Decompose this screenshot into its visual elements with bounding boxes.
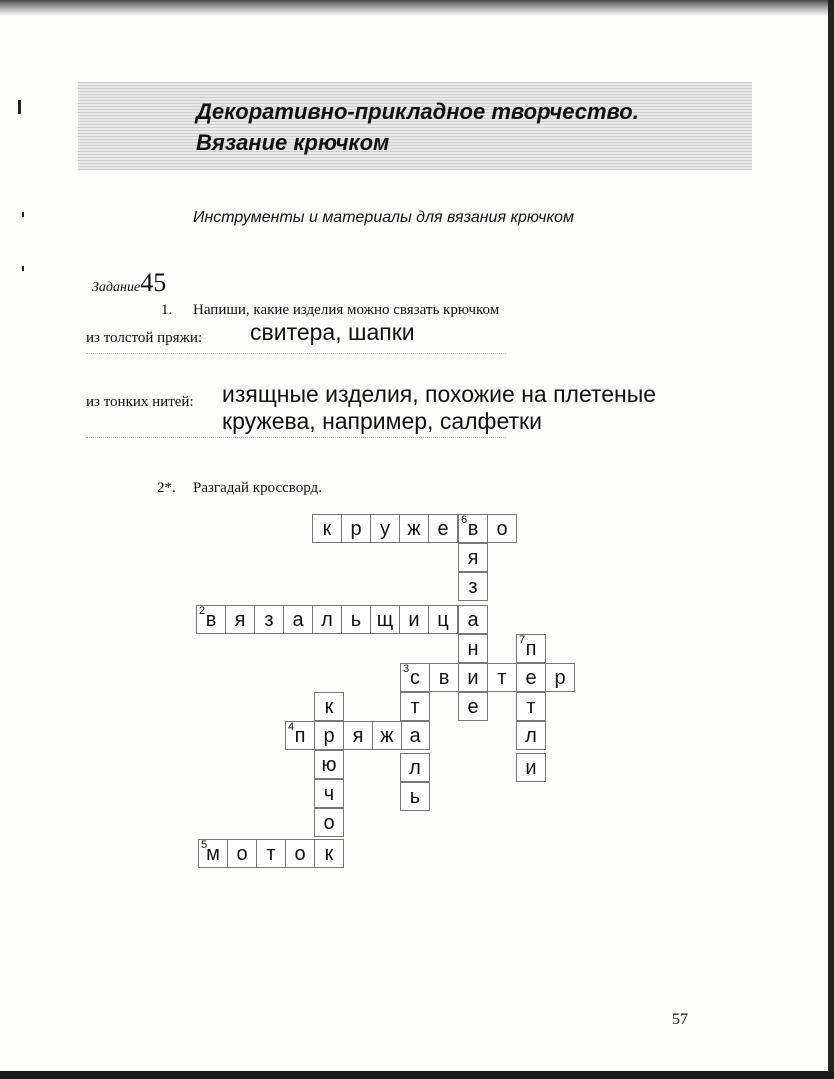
- crossword-cell: в: [429, 663, 459, 692]
- crossword-cell: р: [545, 663, 575, 692]
- crossword-cell: т: [487, 663, 517, 692]
- crossword-cell: 7 п: [516, 634, 546, 663]
- crossword-cell: 3 с: [400, 663, 430, 692]
- crossword-cell: я: [343, 721, 373, 750]
- clue-number: 4: [288, 721, 295, 733]
- crossword-cell: ж: [399, 514, 429, 543]
- page-number: 57: [672, 1011, 688, 1028]
- crossword-cell: о: [487, 514, 517, 543]
- crossword-cell: ь: [341, 605, 371, 634]
- crossword-cell: и: [516, 753, 546, 782]
- crossword-cell: о: [227, 839, 257, 868]
- task-number: 45: [140, 268, 167, 297]
- crossword-cell: 4 п: [285, 721, 315, 750]
- crossword-cell: 2 в: [196, 605, 226, 634]
- section-subtitle: Инструменты и материалы для вязания крючком: [193, 209, 574, 226]
- crossword-cell: н: [458, 634, 488, 663]
- crossword-cell: к: [314, 692, 344, 721]
- crossword-cell: и: [458, 663, 488, 692]
- crossword-cell: а: [458, 605, 488, 634]
- crossword-cell: а: [283, 605, 313, 634]
- thin-thread-answer-line-2: кружева, например, салфетки: [222, 408, 542, 434]
- question-2-text: Разгадай кроссворд.: [193, 480, 322, 496]
- crossword-cell: ч: [314, 779, 344, 808]
- crossword-cell: ц: [428, 605, 458, 634]
- crossword-cell: я: [225, 605, 255, 634]
- crossword-cell: л: [400, 753, 430, 782]
- thin-thread-label: из тонких нитей:: [86, 394, 194, 410]
- crossword-cell: у: [370, 514, 400, 543]
- crossword-cell: р: [341, 514, 371, 543]
- clue-number: 5: [201, 839, 208, 851]
- thick-yarn-label: из толстой пряжи:: [86, 330, 203, 346]
- crossword-cell: з: [254, 605, 284, 634]
- question-2-number: 2*.: [157, 480, 176, 496]
- crossword-cell: о: [314, 808, 344, 837]
- crossword-cell: л: [516, 721, 546, 750]
- clue-number: 3: [403, 663, 410, 675]
- crossword-cell: е: [458, 692, 488, 721]
- crossword-cell: щ: [370, 605, 400, 634]
- crossword-cell: л: [312, 605, 342, 634]
- crossword-cell: е: [428, 514, 458, 543]
- question-1-number: 1.: [161, 302, 173, 318]
- crossword-cell: р: [314, 721, 344, 750]
- title-line-2: Вязание крючком: [196, 130, 390, 155]
- crossword-cell: е: [516, 663, 546, 692]
- question-1-text: Напиши, какие изделия можно связать крючком: [193, 302, 500, 318]
- clue-number: 7: [519, 634, 526, 646]
- crossword-cell: к: [314, 839, 344, 868]
- crossword-cell: 6 в: [458, 514, 488, 543]
- crossword-cell: к: [312, 514, 342, 543]
- thick-yarn-answer: свитера, шапки: [250, 319, 415, 345]
- crossword-cell: 5 м: [198, 839, 228, 868]
- crossword-cell: т: [400, 692, 430, 721]
- thin-thread-answer-line-1: изящные изделия, похожие на плетеные: [222, 381, 657, 407]
- crossword-cell: т: [516, 692, 546, 721]
- crossword-cell: я: [458, 543, 488, 572]
- crossword-cell: з: [458, 572, 488, 601]
- clue-number: 2: [199, 605, 206, 617]
- crossword-cell: а: [400, 721, 430, 750]
- task-word: Задание: [92, 280, 141, 295]
- crossword-cell: и: [399, 605, 429, 634]
- crossword-cell: ь: [400, 782, 430, 811]
- crossword-cell: ю: [314, 750, 344, 779]
- title-line-1: Декоративно-прикладное творчество.: [196, 99, 639, 124]
- crossword-cell: о: [285, 839, 315, 868]
- crossword-cell: т: [256, 839, 286, 868]
- clue-number: 6: [461, 514, 468, 526]
- crossword-cell: ж: [372, 721, 402, 750]
